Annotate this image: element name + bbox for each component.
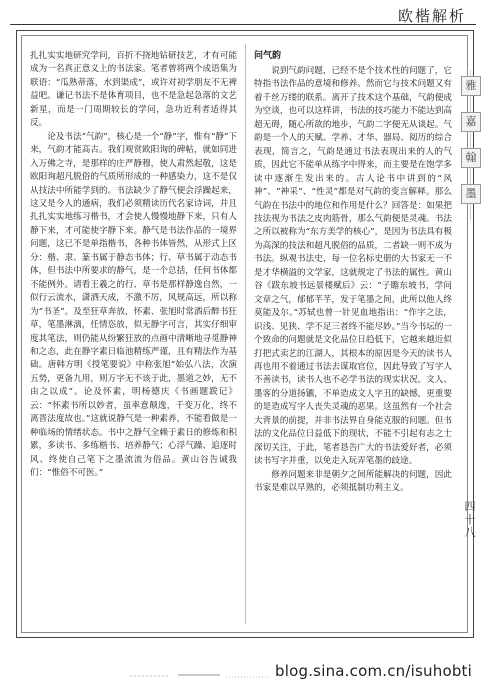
side-mark-4: 墨 xyxy=(461,184,481,204)
page-header xyxy=(0,0,490,26)
header-rule xyxy=(10,24,476,25)
left-column xyxy=(30,50,237,632)
blog-watermark: blog.sina.com.cn/isuhobti xyxy=(275,662,472,680)
left-paragraph-2: 论及书法“气韵”，核心是一个“静”字，惟有“静”下来，气韵才能高古。我们观赏欧阳询的碑帖，就如同进入万佛之寺，是那样的庄严静穆，使人肃然起敬，这是欧阳询超凡脱俗的气质所形成的一种感染力，这不是仅从技法中所能学到的。书法缺少了静气便会浮躁起来，这又是今人的通病，我们必须精读历代名家诗词，并且扎扎实实地练习楷书，才会使人慢慢地静下来，只有人静下来，才可能使字静下来。静气是书法作品的一境界问题，这已不是单指楷书，各种书体皆然，从形式上区分：楷、隶、篆书属于静态书体；行、草书属于动态书体，但书法中所要求的静气，是一个总括，任何书体都不能例外。请看王羲之的行、草书是那样静逸自然，一似行云流水，潇洒天成，不激不厉，风规高远，所以称为“书圣”。及至狂草奔放，怀素、张旭时常酒后醉书狂草，笔墨淋漓，任情恣放，似无静字可言，其实仔细审度其笔法，则仍能从纷繁狂放的点画中清晰地寻觅静神和之态，此在静字素日临池精练严谨，且有精法作为基础。唐韩方明《授笔要说》中称张旭“始弘八法，次演五势，更备九用，则万字无不该于此，墨道之妙，无不由之以成”。论及怀素，明杨德庆《书画题跋记》云：“怀素书所以妙者，虽率意颠逸，千变万化，终不离晋法度故也。”这就说静气是一种素养，不能看做是一种临场的情绪状态。书中之静气全赖于素日的修炼和积累，多读书、多练楷书、培养静气；心浮气躁、追逐时风、终使自己笔下之墨流流为俗品。黄山谷告诫我们：“惟俗不可医。” xyxy=(30,131,237,479)
footer-scan-mark xyxy=(130,667,290,679)
right-column xyxy=(254,50,452,632)
side-mark-2: 嘉 xyxy=(461,112,481,132)
right-paragraph-2: 修养问题来非是朝夕之间所能解决的问题，因此书家是难以早熟的，必须抵制功利主义。 xyxy=(254,469,452,494)
book-title: 欧楷解析 xyxy=(397,7,466,25)
column-divider xyxy=(245,44,246,624)
side-mark-3: 翰 xyxy=(461,148,481,168)
scan-noise-icon xyxy=(130,670,290,682)
section-heading: 问气韵 xyxy=(254,51,282,61)
right-paragraph-1: 说到气韵问题，已经不是个技术性的问题了，它特指书法作品的意境和修养。然而它与技术问题又有着千丝万缕的联系。离开了技术这个基础，气韵便成为空谈，也可以这样讲，书法的技巧能力不能达到高超无碍，随心所欲的地步，气韵二字便无从谈起。气韵是一个人的天赋、学养、才华、器局、阅历的综合表现，简言之，气韵是通过书法表现出来的人的气质，因此它不能单从练字中得来，而主要是在饱学多读中逐渐生发出来的。古人论书中讲到的“风神”、“神采”、“性灵”都是对气韵的变言解释。那么气韵在书法中的地位和作用是什么？回答是：如果把技法视为书法之皮肉筋骨，那么气韵便是灵魂。书法之所以被称为“东方美学的核心”，是因为书法具有极为高深的技法和超凡脱俗的品质，二者缺一则不成为书法。纵观书法史，每一位名标史册的大书家无一不是才华横溢的文学家，这就规定了书法的属性。黄山谷《跋东坡书远景楼赋后》云：“子瞻东坡书，学问文章之气，郁郁芊芊，发于笔墨之间，此所以他人终莫能及尔。”苏轼也曾一针见血地指出：“作字之法，识浅、见狭、学不足三者终不能尽妙。”当今书坛的一个致命的问题就是文化品位日趋低下，它越来越近似打把式卖艺的江湖人，其根本的原因是今天的读书人再也用不着通过书法去谋取官位，因此导致了写字人不善读书，读书人也不必学书法的现实状况。文人、墨客的分道扬镳，不单造成文人字丑的缺憾，更重要的是造成写字人丧失灵魂的恶果。这虽然有一个社会大背景的前提，并非书法界自身能克服的问题。但书法的文化品位日益低下的现状，不能不引起有志之士深切关注，于此，笔者恳告广大的书法爱好者，必须读书写字并重，以免走入玩弄笔墨的歧途。 xyxy=(254,66,452,467)
side-decoration xyxy=(458,70,482,220)
side-mark-1: 雅 xyxy=(461,76,481,96)
page-number: 四十八 xyxy=(464,500,476,539)
left-paragraph-1: 扎扎实实地研究学问，百折不挠地钻研技艺，才有可能成为一名真正意义上的书法家。笔者曾将两个成语集为联语：“瓜熟蒂落，水到渠成”，或许对初学朋友不无裨益吧。谦记书法不是体育项目，也不是急起急落的文艺新星，而是一门周期较长的学问，急功近利者适得其反。 xyxy=(30,51,237,129)
